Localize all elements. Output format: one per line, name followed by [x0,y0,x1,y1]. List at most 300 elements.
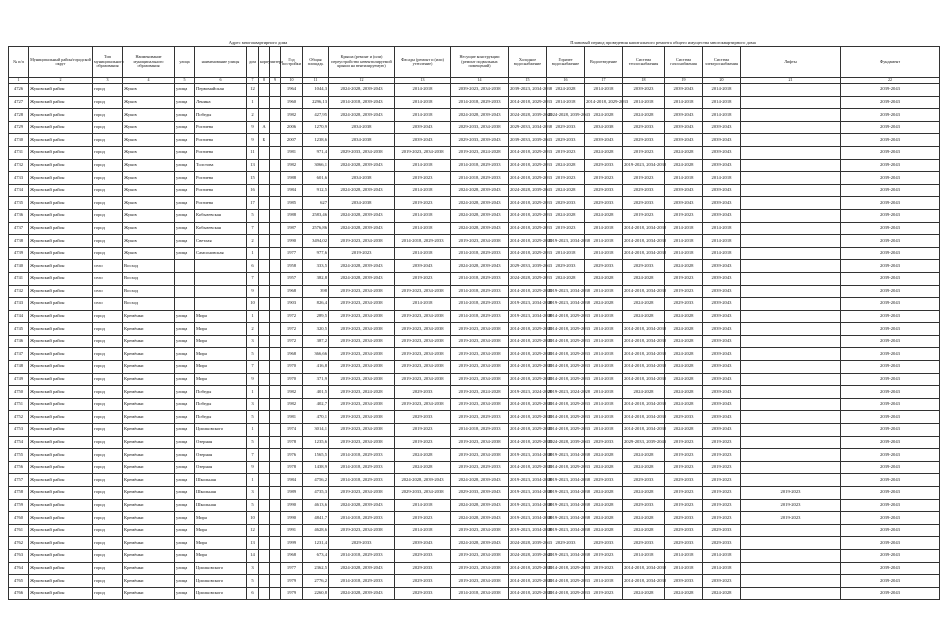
table-cell: 2014-2018, 2029-2033 [509,209,547,222]
table-cell: 2583,46 [303,209,329,222]
table-cell [741,247,841,260]
column-number: 15 [509,78,547,84]
table-cell: 2024-2028 [623,298,665,311]
table-cell: Мира [195,512,247,525]
table-cell: 2019-2023, 2024-2028 [329,386,395,399]
table-cell: улица [175,96,195,109]
table-cell: 4728 [9,109,29,122]
table-cell: улица [175,159,195,172]
table-cell: 2014-2018 [703,96,741,109]
table-cell: 1972 [281,310,303,323]
table-cell: 10 [247,512,259,525]
table-cell: улица [175,222,195,235]
table-cell: Жуковский район [29,134,93,147]
table-cell: 1982 [281,398,303,411]
table-cell: 1 [247,386,259,399]
table-row [9,512,940,525]
table-cell: 2029-2033 [395,562,451,575]
table-cell: 2029-2033, 2039-2043 [451,487,509,500]
table-cell: 5 [247,575,259,588]
table-cell [259,436,270,449]
table-cell: 2014-2018, 2029-2033 [329,512,395,525]
table-cell: 2014-2018, 2029-2033 [547,361,585,374]
table-cell: 4742 [9,285,29,298]
table-cell: Жуков [123,159,175,172]
table-cell: 1978 [281,461,303,474]
table-cell: 2024-2028, 2039-2043 [329,209,395,222]
table-cell: улица [175,235,195,248]
table-cell: город [93,524,123,537]
table-cell: 3 [247,562,259,575]
table-cell [270,121,281,134]
table-cell: Жуковский район [29,499,93,512]
table-cell [259,361,270,374]
table-cell: 2019-2023 [703,461,741,474]
table-cell: 2019-2023, 2034-2038 [451,524,509,537]
table-cell: 2024-2028 [547,272,585,285]
table-cell: 601,6 [303,172,329,185]
table-cell: 4755 [9,449,29,462]
table-cell [270,587,281,600]
table-cell: 3 [247,398,259,411]
table-cell: 2014-2018 [703,109,741,122]
table-cell: 2014-2018, 2029-2033 [509,562,547,575]
table-cell: 2014-2018, 2034-2038 [623,575,665,588]
table-cell: 2019-2023 [395,424,451,437]
table-row [9,587,940,600]
table-cell: 2024-2028 [547,209,585,222]
table-row [9,235,940,248]
table-cell: Жуков [123,184,175,197]
table-cell: 2014-2018 [585,247,623,260]
table-cell: 2024-2028 [665,361,703,374]
table-cell: 7 [247,272,259,285]
table-cell: 2019-2023 [547,146,585,159]
table-cell: 2014-2018, 2034-2038 [623,424,665,437]
table-cell: 10 [247,298,259,311]
table-cell: город [93,323,123,336]
table-cell [175,272,195,285]
table-cell: 2024-2028 [585,298,623,311]
table-cell: Жуков [123,146,175,159]
table-cell: 4727 [9,96,29,109]
table-cell [741,575,841,588]
table-cell [741,549,841,562]
table-cell: город [93,121,123,134]
table-cell: 2024-2028 [547,184,585,197]
table-cell [270,172,281,185]
table-row [9,121,940,134]
table-cell: город [93,398,123,411]
table-cell: 4751 [9,398,29,411]
table-cell: 2019-2023 [703,474,741,487]
table-cell: 2024-2028, 2029-2033 [509,272,547,285]
table-cell: 2014-2018 [395,524,451,537]
table-cell: 2029-2033, 2034-2038 [509,121,547,134]
table-cell: 2362,5 [303,562,329,575]
document-page [8,40,901,634]
column-number: 20 [703,78,741,84]
table-cell: 2019-2023 [741,499,841,512]
table-cell: город [93,386,123,399]
table-cell: 2014-2018 [665,549,703,562]
table-cell: 2029-2033 [585,260,623,273]
table-cell: 2039-2043 [841,159,940,172]
table-cell: 2024-2028 [623,449,665,462]
table-cell: город [93,235,123,248]
column-number: 1 [9,78,29,84]
table-cell: 2024-2028, 2039-2043 [509,549,547,562]
table-cell [259,272,270,285]
table-cell: Кремёнки [123,373,175,386]
table-row [9,537,940,550]
table-cell: 2014-2018 [665,172,703,185]
table-cell: Мира [195,537,247,550]
table-cell: Жуковский район [29,96,93,109]
table-cell: 1982 [281,159,303,172]
table-cell: 2029-2033 [623,260,665,273]
table-cell: 2019-2023, 2034-2038 [395,146,451,159]
table-cell: 2014-2018, 2029-2033 [329,449,395,462]
table-cell [741,159,841,172]
table-cell: 1974 [281,424,303,437]
table-cell: 2019-2023, 2034-2038 [395,373,451,386]
table-cell: Мира [195,549,247,562]
table-cell: 4759 [9,499,29,512]
table-cell: улица [175,474,195,487]
table-cell: Циолковского [195,575,247,588]
table-cell: Жуков [123,209,175,222]
table-header [9,47,940,84]
table-cell [741,184,841,197]
table-cell: Жуковский район [29,461,93,474]
table-cell: 2039-2043 [841,121,940,134]
table-cell [259,386,270,399]
table-cell: 2019-2023, 2034-2038 [509,499,547,512]
table-cell [175,260,195,273]
table-cell: 4764 [9,562,29,575]
table-cell: 4613,6 [303,499,329,512]
table-cell: Жуковский район [29,235,93,248]
table-cell: город [93,222,123,235]
table-cell: 2029-2033 [585,159,623,172]
table-cell: Кремёнки [123,499,175,512]
table-cell: 1238,6 [303,134,329,147]
table-cell: улица [175,487,195,500]
table-cell: Б [259,134,270,147]
table-cell: 2014-2018, 2034-2038 [623,222,665,235]
table-cell: Жуковский район [29,197,93,210]
table-cell: 2019-2023 [741,487,841,500]
table-cell: 2019-2023, 2034-2038 [329,285,395,298]
table-cell: 2024-2028, 2039-2043 [451,260,509,273]
table-cell: 2024-2028 [665,424,703,437]
table-row [9,134,940,147]
table-cell: 2039-2043 [703,184,741,197]
table-cell: 2019-2023, 2034-2038 [451,323,509,336]
table-row [9,197,940,210]
table-cell: улица [175,524,195,537]
table-cell: 4735,3 [303,487,329,500]
column-number: 21 [741,78,841,84]
table-cell [259,84,270,97]
table-cell: улица [175,449,195,462]
table-cell: 2014-2018 [665,562,703,575]
table-cell [270,575,281,588]
table-cell: город [93,96,123,109]
table-cell: 2019-2023, 2034-2038 [395,323,451,336]
table-cell: улица [175,562,195,575]
table-cell: Жуков [123,121,175,134]
table-cell: 1981 [281,146,303,159]
table-cell: 2014-2018, 2034-2038 [623,398,665,411]
table-cell: 2014-2018 [585,310,623,323]
table-cell: 2019-2023, 2034-2038 [547,285,585,298]
table-cell: 2029-2033 [703,537,741,550]
table-cell: 2014-2018 [585,575,623,588]
table-cell: Жуковский район [29,537,93,550]
table-cell: 2039-2043 [841,461,940,474]
column-header: корпус [259,47,270,78]
table-cell: Рогачева [195,184,247,197]
table-cell [741,172,841,185]
table-cell [259,398,270,411]
table-cell: 2039-2043 [665,109,703,122]
table-cell [259,197,270,210]
table-cell: 2 [247,323,259,336]
table-cell: 4739 [9,247,29,260]
table-cell [259,323,270,336]
table-cell: 2024-2028 [585,487,623,500]
table-cell: Кремёнки [123,512,175,525]
table-cell: 2024-2028, 2039-2043 [547,436,585,449]
table-cell: 2029-2033 [665,537,703,550]
table-cell: 1985 [281,197,303,210]
table-cell: 2029-2033 [585,537,623,550]
table-row [9,109,940,122]
table-cell: 12 [247,524,259,537]
table-cell [259,260,270,273]
table-cell: Кремёнки [123,549,175,562]
table-cell: 2039-2043 [841,487,940,500]
table-cell: 2019-2023 [395,197,451,210]
table-cell: 2039-2043 [703,121,741,134]
table-cell: 673,4 [303,549,329,562]
table-cell: 1044,3 [303,84,329,97]
table-cell: 2024-2028 [623,487,665,500]
table-cell: 826,4 [303,298,329,311]
table-cell: 2019-2023 [585,587,623,600]
table-cell: 2019-2023 [329,247,395,260]
table-cell: 2014-2018 [623,549,665,562]
table-cell: 2029-2033 [623,197,665,210]
table-cell: 2024-2028 [623,272,665,285]
table-cell: 2014-2018 [547,247,585,260]
table-cell: Кремёнки [123,424,175,437]
table-cell: 2024-2028, 2039-2043 [451,512,509,525]
table-cell: улица [175,146,195,159]
table-cell: 2014-2018, 2029-2033 [509,335,547,348]
table-cell: Мира [195,524,247,537]
column-number: 11 [303,78,329,84]
table-cell: 1970 [281,373,303,386]
table-row [9,436,940,449]
table-cell: 2019-2023, 2034-2038 [329,361,395,374]
table-cell: 1 [247,424,259,437]
table-cell [259,487,270,500]
table-cell: 2014-2018 [585,285,623,298]
table-cell [741,587,841,600]
table-cell: 1565,5 [303,449,329,462]
table-cell [741,84,841,97]
table-cell: 2014-2018, 2029-2033 [547,461,585,474]
table-cell: 2019-2023, 2034-2038 [451,549,509,562]
column-number: 14 [451,78,509,84]
table-cell: 1989 [281,487,303,500]
table-cell: 2024-2028, 2039-2043 [509,184,547,197]
table-cell: Кремёнки [123,474,175,487]
table-cell: Жуковский район [29,260,93,273]
table-cell: 2039-2043 [665,134,703,147]
table-row [9,222,940,235]
table-cell [270,398,281,411]
table-cell: 2014-2018 [585,235,623,248]
table-cell: 2019-2023, 2034-2038 [509,449,547,462]
table-cell: 2019-2023, 2034-2038 [547,499,585,512]
column-number: 16 [547,78,585,84]
table-cell: 2024-2028, 2039-2043 [329,184,395,197]
table-cell: 1 [247,474,259,487]
table-cell: 2019-2023, 2034-2038 [451,575,509,588]
column-header: Система электроснабжения [703,47,741,78]
table-cell: Победы [195,109,247,122]
table-cell: 2019-2023, 2034-2038 [623,159,665,172]
table-cell: 2029-2033 [665,298,703,311]
table-cell: Ленина [195,96,247,109]
table-cell: 2024-2028 [703,587,741,600]
table-cell: 2024-2028 [665,310,703,323]
table-cell: 2039-2043 [841,109,940,122]
table-cell: 2019-2023 [585,172,623,185]
table-cell: 2024-2028 [585,524,623,537]
table-cell [259,575,270,588]
table-cell: улица [175,373,195,386]
column-number: 9 [270,78,281,84]
table-cell: 2024-2028, 2039-2043 [451,474,509,487]
table-row [9,474,940,487]
table-cell: 1990 [281,235,303,248]
table-cell: 2029-2033 [329,537,395,550]
table-cell: 2024-2028, 2039-2043 [329,562,395,575]
table-cell: Озерная [195,436,247,449]
table-cell: город [93,310,123,323]
table-cell: Мира [195,310,247,323]
table-cell: 16 [247,184,259,197]
table-cell [259,310,270,323]
table-cell: 2039-2043 [703,310,741,323]
table-cell: 2019-2023 [395,272,451,285]
column-header: Год постройки [281,47,303,78]
table-cell [741,461,841,474]
table-cell: улица [175,323,195,336]
table-cell: 2014-2018, 2029-2033 [547,562,585,575]
table-row [9,348,940,361]
table-cell [195,298,247,311]
table-cell: Мира [195,361,247,374]
table-cell: город [93,549,123,562]
table-cell: 2576,86 [303,222,329,235]
table-cell: улица [175,537,195,550]
table-cell: 1984 [281,184,303,197]
table-cell [270,109,281,122]
table-cell: 2039-2043 [703,134,741,147]
table-cell: 4726 [9,84,29,97]
table-cell: 2039-2043 [841,499,940,512]
table-cell: 2014-2018 [703,172,741,185]
table-cell: улица [175,424,195,437]
table-cell: 1988 [281,172,303,185]
table-cell: 4743 [9,298,29,311]
table-cell: 4745 [9,323,29,336]
table-cell: Жуковский район [29,285,93,298]
table-cell [270,348,281,361]
table-cell: Кремёнки [123,323,175,336]
table-cell: 2014-2018, 2029-2033 [451,172,509,185]
table-cell: 2039-2043 [841,285,940,298]
table-cell: 2024-2028 [585,499,623,512]
table-cell: 1957 [281,272,303,285]
table-cell: 2029-2033 [395,549,451,562]
table-cell: 2039-2043 [665,121,703,134]
table-cell: Жуковский район [29,348,93,361]
table-cell: 9 [247,121,259,134]
column-number: 18 [623,78,665,84]
table-cell: 2039-2043 [703,272,741,285]
table-cell: 2029-2033 [547,134,585,147]
table-cell: Жуковский район [29,436,93,449]
table-cell: 2014-2018, 2029-2033 [509,96,547,109]
table-cell: 2006 [281,121,303,134]
table-cell: 4744 [9,310,29,323]
table-cell [259,537,270,550]
table-cell: 2019-2023 [703,449,741,462]
table-cell: 2014-2018 [585,398,623,411]
table-cell: 2024-2028 [623,461,665,474]
table-cell: Кремёнки [123,386,175,399]
table-cell [741,260,841,273]
table-cell: 7 [247,361,259,374]
table-cell: 2019-2023, 2034-2038 [329,298,395,311]
table-cell: 4732 [9,159,29,172]
table-cell: 2039-2043 [665,84,703,97]
table-row [9,146,940,159]
table-cell: Жуковский район [29,587,93,600]
table-cell: 2007 [281,134,303,147]
table-cell: 4740 [9,260,29,273]
table-cell: 2019-2023, 2034-2038 [547,474,585,487]
table-cell: 11 [247,146,259,159]
table-cell: улица [175,172,195,185]
table-cell: 2029-2033, 2039-2043 [451,134,509,147]
table-cell: 2029-2033 [665,411,703,424]
table-cell: 1982 [281,109,303,122]
table-cell: 2039-2043 [841,222,940,235]
table-cell: 2024-2028 [623,524,665,537]
table-cell: 4760 [9,512,29,525]
table-cell [741,411,841,424]
table-cell: 2014-2018 [395,159,451,172]
table-cell: 2019-2023, 2034-2038 [451,449,509,462]
